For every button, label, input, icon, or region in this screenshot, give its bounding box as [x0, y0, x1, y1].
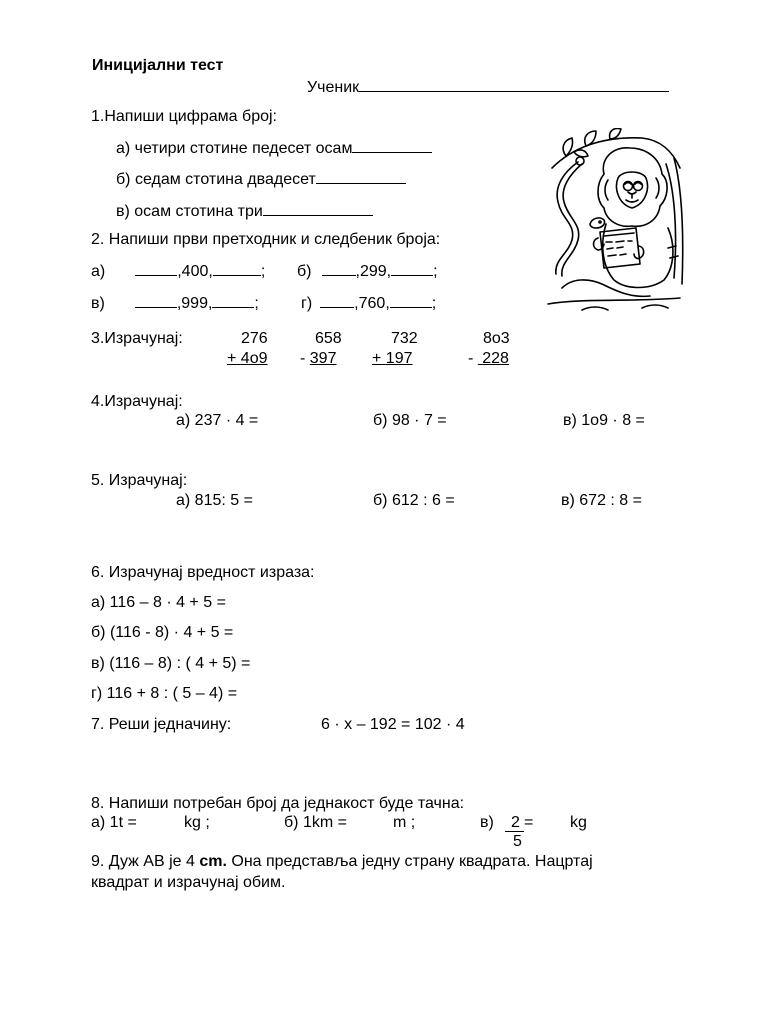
- q2-c-before-blank[interactable]: [135, 293, 177, 308]
- q1-c-blank[interactable]: [263, 201, 373, 216]
- student-name-blank[interactable]: [359, 77, 669, 92]
- q8-fraction-numerator: 2: [511, 814, 520, 831]
- q6-item-c: в) (116 – 8) : ( 4 + 5) =: [91, 655, 251, 672]
- q3-bottom-1: + 4о9: [227, 350, 268, 367]
- q1-item-b: б) седам стотина двадесет: [116, 169, 406, 189]
- page-title: Иницијални тест: [92, 57, 224, 74]
- q6-item-b: б) (116 - 8) · 4 + 5 =: [91, 624, 234, 641]
- q6-item-a: а) 116 – 8 · 4 + 5 =: [91, 594, 226, 611]
- q9-line-1: 9. Дуж АВ је 4 cm. Она представља једну страну квадрата. Нацртај: [91, 853, 593, 870]
- q1-a-blank[interactable]: [352, 138, 432, 153]
- q8-item-b-unit: m ;: [393, 814, 416, 831]
- q4-item-c: в) 1о9 · 8 =: [563, 412, 645, 429]
- q7-equation: 6 · x – 192 = 102 · 4: [321, 716, 465, 733]
- q2-a-after-blank[interactable]: [213, 261, 261, 276]
- q8-title: 8. Напиши потребан број да једнакост буде тачна:: [91, 795, 465, 812]
- q1-item-a: а) четири стотине педесет осам: [116, 138, 432, 158]
- q3-title: 3.Израчунај:: [91, 330, 183, 347]
- q3-bottom-3: + 197: [372, 350, 413, 367]
- q3-top-1: 276: [241, 330, 268, 347]
- q8-fraction-bar: [505, 831, 524, 832]
- q8-item-c-label: в): [480, 814, 494, 831]
- q2-item-d: г) ,760, ;: [301, 295, 437, 312]
- q8-item-b: б) 1km =: [284, 814, 347, 831]
- q2-a-before-blank[interactable]: [135, 261, 177, 276]
- q2-c-after-blank[interactable]: [212, 293, 254, 308]
- lion-reading-book-icon: [542, 128, 684, 314]
- q6-title: 6. Израчунај вредност израза:: [91, 564, 315, 581]
- q8-item-a: а) 1t =: [91, 814, 137, 831]
- q2-title: 2. Напиши први претходник и следбеник броја:: [91, 231, 441, 248]
- q6-item-d: г) 116 + 8 : ( 5 – 4) =: [91, 685, 238, 702]
- q7-title: 7. Реши једначину:: [91, 716, 232, 733]
- q2-d-after-blank[interactable]: [390, 293, 432, 308]
- q2-b-after-blank[interactable]: [391, 261, 433, 276]
- q2-item-a: а) ,400, ;: [91, 263, 266, 280]
- q5-item-b: б) 612 : 6 =: [373, 492, 455, 509]
- q3-top-3: 732: [391, 330, 418, 347]
- q5-item-c: в) 672 : 8 =: [561, 492, 642, 509]
- q2-b-before-blank[interactable]: [322, 261, 356, 276]
- q1-b-blank[interactable]: [316, 169, 406, 184]
- q8-item-c-unit: kg: [570, 814, 587, 831]
- q2-d-before-blank[interactable]: [320, 293, 354, 308]
- q5-item-a: а) 815: 5 =: [176, 492, 253, 509]
- q1-title: 1.Напиши цифрама број:: [91, 108, 277, 125]
- q8-item-a-unit: kg ;: [184, 814, 210, 831]
- q8-item-c-equals: =: [524, 814, 534, 831]
- q3-top-2: 658: [315, 330, 342, 347]
- q9-line-2: квадрат и израчунај обим.: [91, 874, 286, 891]
- q3-bottom-2: - 397: [300, 350, 337, 367]
- q3-top-4: 8о3: [483, 330, 510, 347]
- student-name-label: Ученик: [307, 77, 669, 97]
- q8-fraction-denominator: 5: [513, 833, 522, 850]
- q4-item-a: а) 237 · 4 =: [176, 412, 259, 429]
- q2-item-b: б) ,299, ;: [297, 263, 438, 280]
- q4-title: 4.Израчунај:: [91, 393, 183, 410]
- q5-title: 5. Израчунај:: [91, 472, 188, 489]
- q3-bottom-4: - 228: [468, 350, 509, 367]
- q4-item-b: б) 98 · 7 =: [373, 412, 447, 429]
- q2-item-c: в) ,999, ;: [91, 295, 259, 312]
- q1-item-c: в) осам стотина три: [116, 201, 373, 221]
